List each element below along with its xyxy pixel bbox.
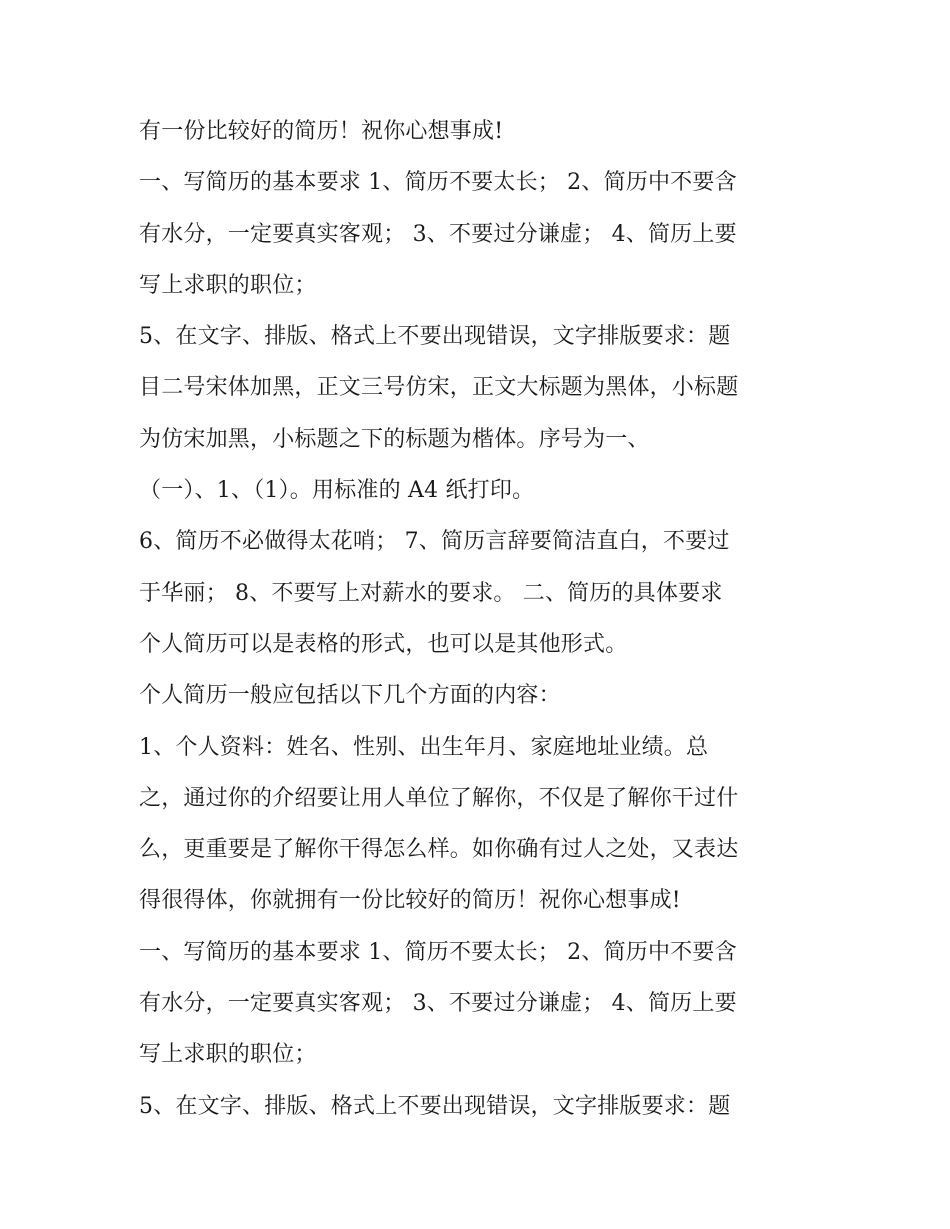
text-line: 写上求职的职位； <box>139 1042 317 1068</box>
text-line: （一）、1、（1）。用标准的 A4 纸打印。 <box>139 478 535 504</box>
text-line: 一、写简历的基本要求 1、简历不要太长； 2、简历中不要含 <box>139 939 737 965</box>
text-line: 个人简历一般应包括以下几个方面的内容： <box>139 683 561 709</box>
text-line: 5、在文字、排版、格式上不要出现错误，文字排版要求：题 <box>139 1093 731 1119</box>
text-line: 5、在文字、排版、格式上不要出现错误，文字排版要求：题 <box>139 324 731 350</box>
text-line: 个人简历可以是表格的形式，也可以是其他形式。 <box>139 631 628 657</box>
text-line: 么，更重要是了解你干得怎么样。如你确有过人之处，又表达 <box>139 837 739 863</box>
text-line: 6、简历不必做得太花哨； 7、简历言辞要简洁直白，不要过 <box>139 529 730 555</box>
text-line: 之，通过你的介绍要让用人单位了解你，不仅是了解你干过什 <box>139 785 739 811</box>
text-line: 目二号宋体加黑，正文三号仿宋，正文大标题为黑体，小标题 <box>139 375 739 401</box>
text-line: 一、写简历的基本要求 1、简历不要太长； 2、简历中不要含 <box>139 170 737 196</box>
text-line: 有水分，一定要真实客观； 3、不要过分谦虚； 4、简历上要 <box>139 221 737 247</box>
document-body <box>139 106 829 1132</box>
text-line: 为仿宋加黑，小标题之下的标题为楷体。序号为一、 <box>139 426 650 452</box>
text-line: 于华丽； 8、不要写上对薪水的要求。 二、简历的具体要求 <box>139 580 723 606</box>
text-line: 1、个人资料：姓名、性别、出生年月、家庭地址业绩。总 <box>139 734 709 760</box>
text-line: 得很得体，你就拥有一份比较好的简历！祝你心想事成! <box>139 888 681 914</box>
text-line: 有一份比较好的简历！祝你心想事成! <box>139 119 504 144</box>
text-line: 写上求职的职位； <box>139 272 317 298</box>
text-line: 有水分，一定要真实客观； 3、不要过分谦虚； 4、简历上要 <box>139 991 737 1017</box>
